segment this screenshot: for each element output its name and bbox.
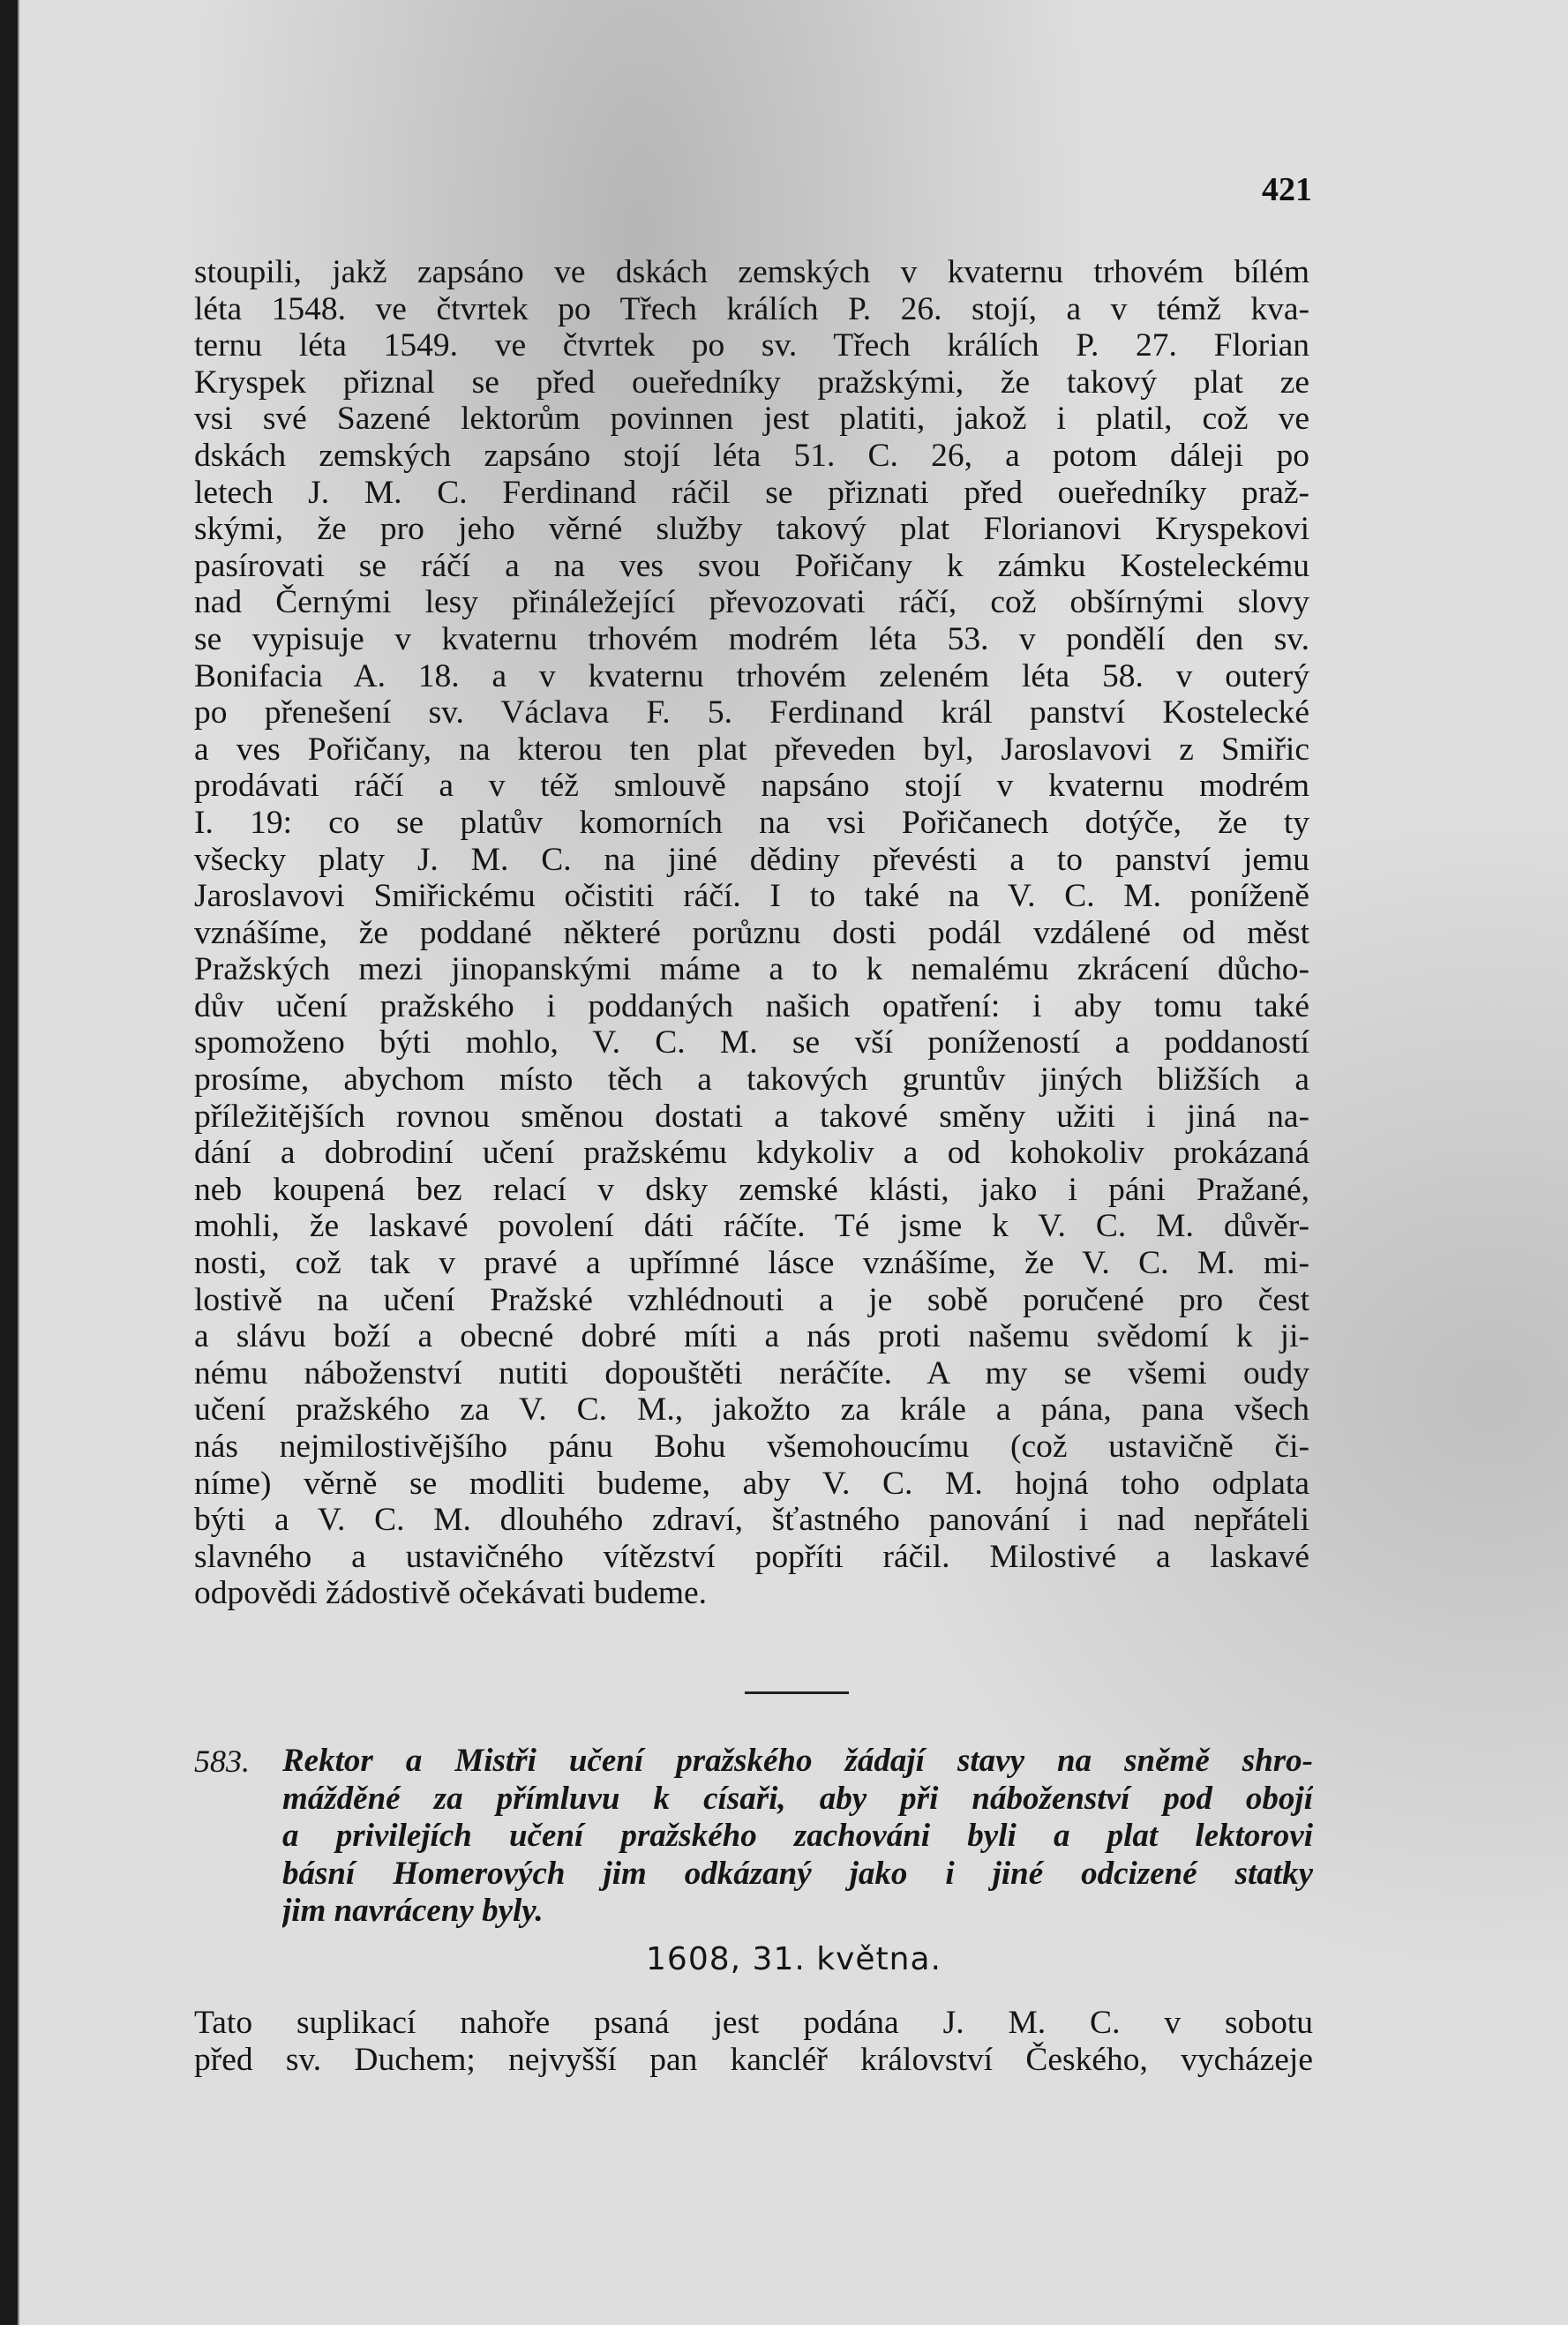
item-number: 583. [194,1744,250,1779]
text-line: býti a V. C. M. dlouhého zdraví, šťastného panování i nad nepřáteli [194,1502,1309,1539]
text-line: neb koupená bez relací v dsky zemské klásti, jako i páni Pražané, [194,1171,1309,1208]
text-line: příležitějších rovnou směnou dostati a takové směny užiti i jiná na- [194,1098,1309,1135]
text-line: níme) věrně se modliti budeme, aby V. C. M. hojná toho odplata [194,1465,1309,1502]
text-line: Bonifacia A. 18. a v kvaternu trhovém zeleném léta 58. v outerý [194,657,1309,694]
text-line: a slávu boží a obecné dobré míti a nás proti našemu svědomí k ji- [194,1318,1309,1355]
text-line: dův učení pražského i poddaných našich opatření: i aby tomu také [194,987,1309,1024]
text-line: nás nejmilostivějšího pánu Bohu všemohoucímu (což ustavičně či- [194,1429,1309,1465]
text-line: odpovědi žádostivě očekávati budeme. [194,1575,708,1612]
text-line: prosíme, abychom místo těch a takových gruntův jiných bližších a [194,1061,1309,1099]
text-line: lostivě na učení Pražské vzhlédnouti a je sobě poručené pro čest [194,1281,1309,1318]
text-line: spomoženo býti mohlo, V. C. M. se vší ponížeností a poddaností [194,1024,1309,1061]
item-heading [282,1743,1313,1931]
text-line: učení pražského za V. C. M., jakožto za krále a pána, pana všech [194,1391,1309,1429]
text-line: pasírovati se ráčí a na ves svou Pořičany k zámku Kosteleckému [194,547,1309,584]
main-text-block [194,254,1309,1612]
following-paragraph [194,2005,1313,2079]
text-line: mohli, že laskavé povolení dáti ráčíte. Té jsme k V. C. M. důvěr- [194,1208,1309,1245]
text-line: vsi své Sazené lektorům povinnen jest platiti, jakož i platil, což ve [194,401,1309,438]
scan-edge [0,0,18,2325]
text-line: nému náboženství nutiti dopouštěti neráčíte. A my se všemi oudy [194,1354,1309,1391]
section-divider [745,1691,849,1694]
text-line: léta 1548. ve čtvrtek po Třech králích P. 26. stojí, a v témž kva- [194,290,1309,327]
text-line: nad Černými lesy přináležející převozovati ráčí, což obšírnými slovy [194,584,1309,621]
text-line: Tato suplikací nahoře psaná jest podána J. M. C. v sobotu [194,2005,1313,2041]
text-line: před sv. Duchem; nejvyšší pan kancléř království Českého, vycházeje [194,2042,1313,2078]
page-number: 421 [1262,171,1312,208]
text-line: dání a dobrodiní učení pražskému kdykoliv a od kohokoliv prokázaná [194,1135,1309,1172]
text-line: stoupili, jakž zapsáno ve dskách zemských v kvaternu trhovém bílém [194,254,1309,290]
text-line: Pražských mezi jinopanskými máme a to k nemalému zkrácení důcho- [194,951,1309,988]
heading-line: a privilejích učení pražského zachováni byli a plat lektorovi [282,1818,1313,1854]
document-date: 1608, 31. května. [646,1941,942,1977]
heading-line: Rektor a Mistři učení pražského žádají stavy na sněmě shro- [282,1743,1313,1779]
text-line: Kryspek přiznal se před oueředníky pražskými, že takový plat ze [194,364,1309,401]
heading-line: básní Homerových jim odkázaný jako i jiné odcizené statky [282,1855,1313,1892]
text-line: letech J. M. C. Ferdinand ráčil se přiznati před oueředníky praž- [194,474,1309,511]
scanned-page [19,0,1568,2325]
heading-line: mážděné za přímluvu k císaři, aby při náboženství pod obojí [282,1780,1313,1817]
heading-line: jim navráceny byly. [282,1893,544,1929]
text-line: všecky platy J. M. C. na jiné dědiny převésti a to panství jemu [194,841,1309,878]
text-line: se vypisuje v kvaternu trhovém modrém léta 53. v pondělí den sv. [194,620,1309,657]
text-line: prodávati ráčí a v též smlouvě napsáno stojí v kvaternu modrém [194,768,1309,805]
text-line: I. 19: co se platův komorních na vsi Pořičanech dotýče, že ty [194,804,1309,841]
text-line: a ves Pořičany, na kterou ten plat převeden byl, Jaroslavovi z Smiřic [194,731,1309,768]
text-line: ternu léta 1549. ve čtvrtek po sv. Třech králích P. 27. Florian [194,327,1309,364]
text-line: Jaroslavovi Smiřickému očistiti ráčí. I to také na V. C. M. poníženě [194,878,1309,915]
text-line: skými, že pro jeho věrné služby takový plat Florianovi Kryspekovi [194,511,1309,548]
text-line: vznášíme, že poddané některé porůznu dosti podál vzdálené od měst [194,914,1309,951]
text-line: dskách zemských zapsáno stojí léta 51. C. 26, a potom dáleji po [194,437,1309,474]
text-line: slavného a ustavičného vítězství popříti ráčil. Milostivé a laskavé [194,1538,1309,1575]
text-line: nosti, což tak v pravé a upřímné lásce vznášíme, že V. C. M. mi- [194,1245,1309,1282]
text-line: po přenešení sv. Václava F. 5. Ferdinand král panství Kostelecké [194,694,1309,731]
